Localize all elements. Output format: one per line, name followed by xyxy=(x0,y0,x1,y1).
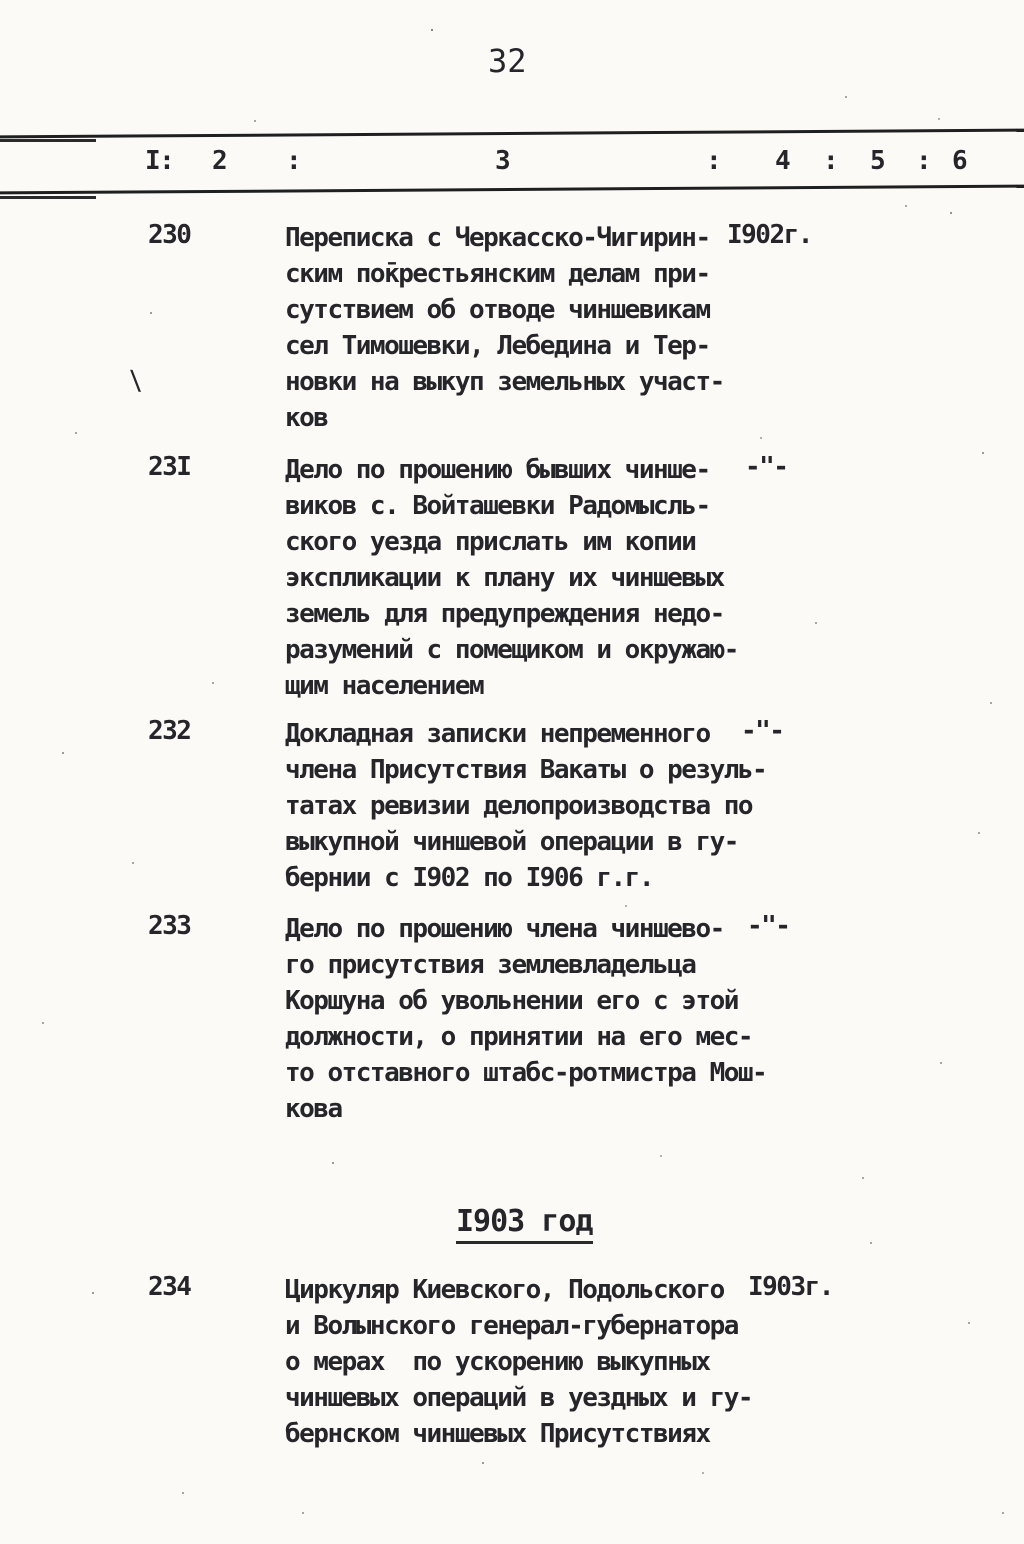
entry-line: Переписка с Черкасско-Чигирин- xyxy=(285,223,710,253)
entry-number: 233 xyxy=(148,911,191,941)
column-header-2: 2 xyxy=(212,146,227,176)
stray-mark: \ xyxy=(126,365,144,397)
entry-line: то отставного штабс-ротмистра Мош- xyxy=(285,1058,767,1088)
entry-line: татах ревизии делопроизводства по xyxy=(285,791,753,821)
entry-line: го присутствия землевладельца xyxy=(285,950,696,980)
entry-line: Циркуляр Киевского, Подольского xyxy=(285,1275,724,1305)
entry-date-ditto: -"- xyxy=(745,452,788,482)
entry-date-ditto: -"- xyxy=(741,716,784,746)
entry-line: сел Тимошевки, Лебедина и Тер- xyxy=(285,331,710,361)
entry-row-231 xyxy=(0,452,1024,701)
entry-date-ditto: -"- xyxy=(747,911,790,941)
entry-line: чиншевых операций в уездных и гу- xyxy=(285,1383,753,1413)
entry-number: 232 xyxy=(148,716,191,746)
table-rule-top xyxy=(0,129,1024,139)
entry-line: виков с. Войташевки Радомысль- xyxy=(285,491,710,521)
entry-date: I903г. xyxy=(748,1272,833,1302)
table-header-row xyxy=(0,146,1024,186)
entry-line: члена Присутствия Вакаты о резуль- xyxy=(285,755,767,785)
entry-number: 234 xyxy=(148,1272,191,1302)
entry-description xyxy=(285,220,745,436)
entry-row-232 xyxy=(0,716,1024,893)
column-separator: : xyxy=(823,146,838,176)
section-heading-1903: I903 год xyxy=(456,1204,593,1244)
entry-line: Коршуна об увольнении его с этой xyxy=(285,986,738,1016)
entry-number: 23I xyxy=(148,452,191,482)
column-header-4: 4 xyxy=(775,146,790,176)
column-separator: : xyxy=(286,146,301,176)
entry-line: ского уезда прислать им копии xyxy=(285,527,696,557)
column-separator: : xyxy=(706,146,721,176)
entry-row-230 xyxy=(0,220,1024,433)
column-separator: : xyxy=(916,146,931,176)
entry-description xyxy=(285,1272,753,1452)
table-rule-bottom xyxy=(0,185,1024,195)
entry-number: 230 xyxy=(148,220,191,250)
column-header-5: 5 xyxy=(870,146,885,176)
entry-line: ков xyxy=(285,403,328,433)
column-header-3: 3 xyxy=(495,146,510,176)
entry-line: земель для предупреждения недо- xyxy=(285,599,724,629)
entry-description xyxy=(285,911,767,1127)
entry-line: экспликации к плану их чиншевых xyxy=(285,563,724,593)
entry-row-234 xyxy=(0,1272,1024,1449)
entry-line: выкупной чиншевой операции в гу- xyxy=(285,827,738,857)
entry-line: Дело по прошению бывших чинше- xyxy=(285,455,710,485)
page-number: 32 xyxy=(488,42,527,80)
entry-line: и Волынского генерал-губернатора xyxy=(285,1311,738,1341)
scan-noise-specks xyxy=(0,0,2,2)
entry-line: сутствием об отводе чиншевикам xyxy=(285,295,710,325)
entry-description xyxy=(285,716,767,896)
entry-line: Дело по прошению члена чиншево- xyxy=(285,914,724,944)
entry-line: бернском чиншевых Присутствиях xyxy=(285,1419,710,1449)
entry-row-233 xyxy=(0,911,1024,1124)
entry-line: новки на выкуп земельных участ- xyxy=(285,367,724,397)
entry-line: разумений с помещиком и окружаю- xyxy=(285,635,738,665)
entry-line: щим населением xyxy=(285,671,484,701)
entry-description xyxy=(285,452,745,704)
entry-line: бернии с I902 по I906 г.г. xyxy=(285,863,653,893)
column-header-1: I: xyxy=(145,146,174,176)
entry-line: ским пок̄рестьянским делам при- xyxy=(285,259,710,289)
column-header-6: 6 xyxy=(952,146,967,176)
table-rule-top-fragment xyxy=(0,139,96,142)
entry-line: о мерах по ускорению выкупных xyxy=(285,1347,710,1377)
entry-line: Докладная записки непременного xyxy=(285,719,710,749)
entry-line: должности, о принятии на его мес- xyxy=(285,1022,753,1052)
entry-line: кова xyxy=(285,1094,342,1124)
entry-date: I902г. xyxy=(727,220,812,250)
